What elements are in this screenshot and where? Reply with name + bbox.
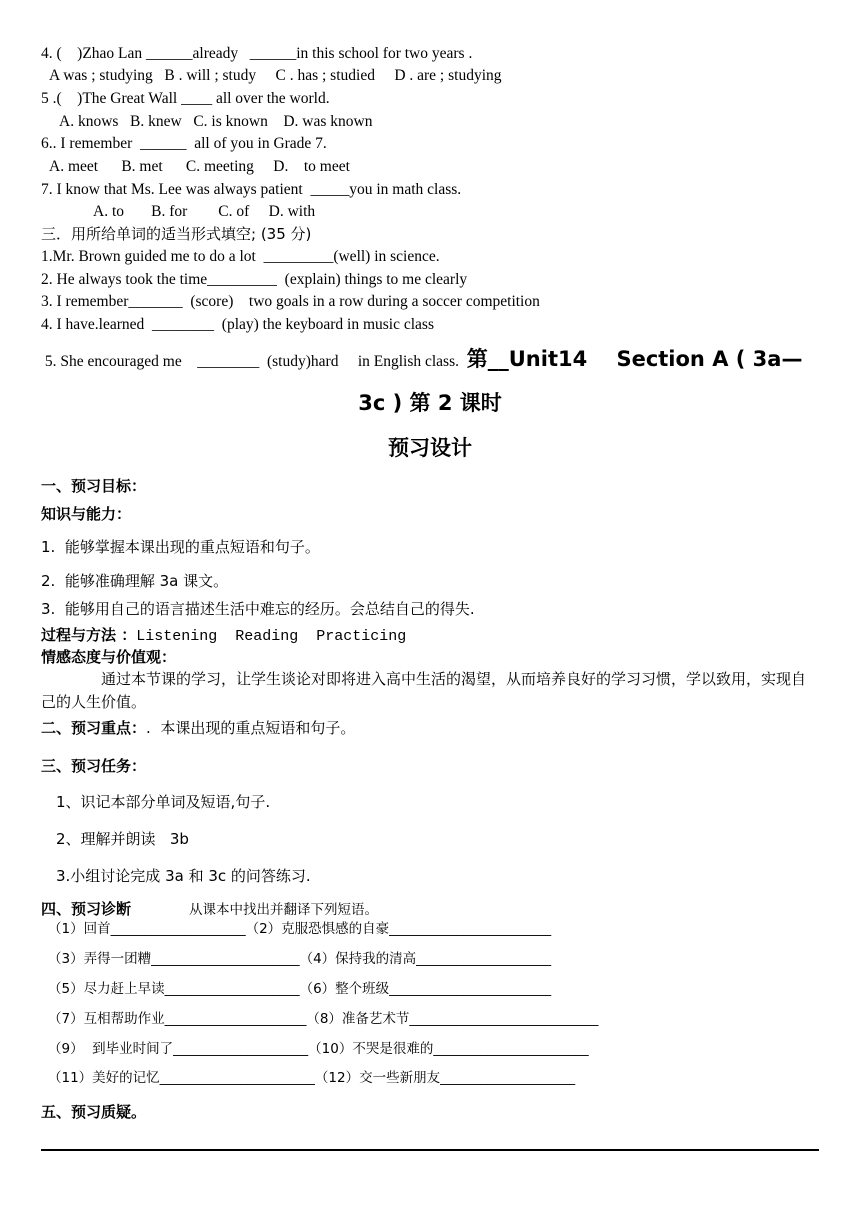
design-title: 预习设计 [388,436,472,460]
question-5: 5 .( )The Great Wall ____ all over the world. [41,90,330,107]
unit-title-line-2: 3c ) 第 2 课时 [358,391,502,415]
knowledge-heading: 知识与能力： [41,505,132,523]
knowledge-item-2: 2. 能够准确理解 3a 课文。 [41,572,229,590]
knowledge-item-3: 3. 能够用自己的语言描述生活中难忘的经历。会总结自己的得失. [41,600,475,618]
task-item-3: 3.小组讨论完成 3a 和 3c 的问答练习. [56,867,311,885]
phrase-row-4: （7）互相帮助作业_____________________（8）准备艺术节____________________________ [48,1011,599,1027]
diagnosis-label: 四、预习诊断 [41,900,132,918]
emotion-heading: 情感态度与价值观： [41,648,177,666]
question-7-options: A. to B. for C. of D. with [93,203,316,220]
phrase-row-1: （1）回首____________________（2）克服恐惧感的自豪________________________ [48,921,552,937]
objectives-heading: 一、预习目标： [41,477,147,495]
fill-item-5: 5. She encouraged me ________ (study)hard in English class. [41,353,467,370]
key-points-row [41,718,355,739]
process-label: 过程与方法 ： [41,626,137,644]
section-3-title: 三．用所给单词的适当形式填空; (35 分) [41,225,312,243]
key-points-text: . 本课出现的重点短语和句子。 [146,719,356,737]
task-item-1: 1、识记本部分单词及短语,句子. [56,793,271,811]
fill-item-2: 2. He always took the time_________ (explain) things to me clearly [41,271,468,288]
question-5-options: A. knows B. knew C. is known D. was known [59,113,373,130]
question-4-options: A was ; studying B . will ; study C . has ; studied D . are ; studying [49,67,502,84]
fill-item-3: 3. I remember_______ (score) two goals in a row during a soccer competition [41,293,540,310]
question-4: 4. ( )Zhao Lan ______already ______in this school for two years . [41,45,473,62]
process-row [41,625,406,647]
unit-title-line-1: 第__Unit14 Section A ( 3a— [466,347,803,371]
task-item-2: 2、理解并朗读 3b [56,830,189,848]
fill-item-1: 1.Mr. Brown guided me to do a lot _________(well) in science. [41,248,440,265]
diagnosis-row [41,899,378,920]
knowledge-item-1: 1. 能够掌握本课出现的重点短语和句子。 [41,538,320,556]
questions-heading: 五、预习质疑。 [41,1103,147,1121]
question-6-options: A. meet B. met C. meeting D. to meet [49,158,350,175]
phrase-row-6: （11）美好的记忆_______________________（12）交一些新朋友____________________ [48,1070,576,1086]
tasks-heading: 三、预习任务： [41,757,147,775]
emotion-paragraph: 通过本节课的学习，让学生谈论对即将进入高中生活的渴望，从而培养良好的学习习惯，学以致用，实现自己的人生价值。 [41,670,807,711]
question-6: 6.. I remember ______ all of you in Grade 7. [41,135,327,152]
diagnosis-instruction: 从课本中找出并翻译下列短语。 [189,902,379,918]
fill-item-5-row [41,346,802,375]
process-text: Listening Reading Practicing [136,628,407,645]
key-points-label: 二、预习重点： [41,719,147,737]
phrase-row-5: （9） 到毕业时间了____________________（10）不哭是很难的_______________________ [48,1041,589,1057]
question-7: 7. I know that Ms. Lee was always patient _____you in math class. [41,181,462,198]
phrase-row-2: （3）弄得一团糟______________________（4）保持我的清高____________________ [48,951,552,967]
phrase-row-3: （5）尽力赶上早读____________________（6）整个班级________________________ [48,981,552,997]
fill-item-4: 4. I have.learned ________ (play) the keyboard in music class [41,316,434,333]
bottom-divider [41,1149,819,1151]
